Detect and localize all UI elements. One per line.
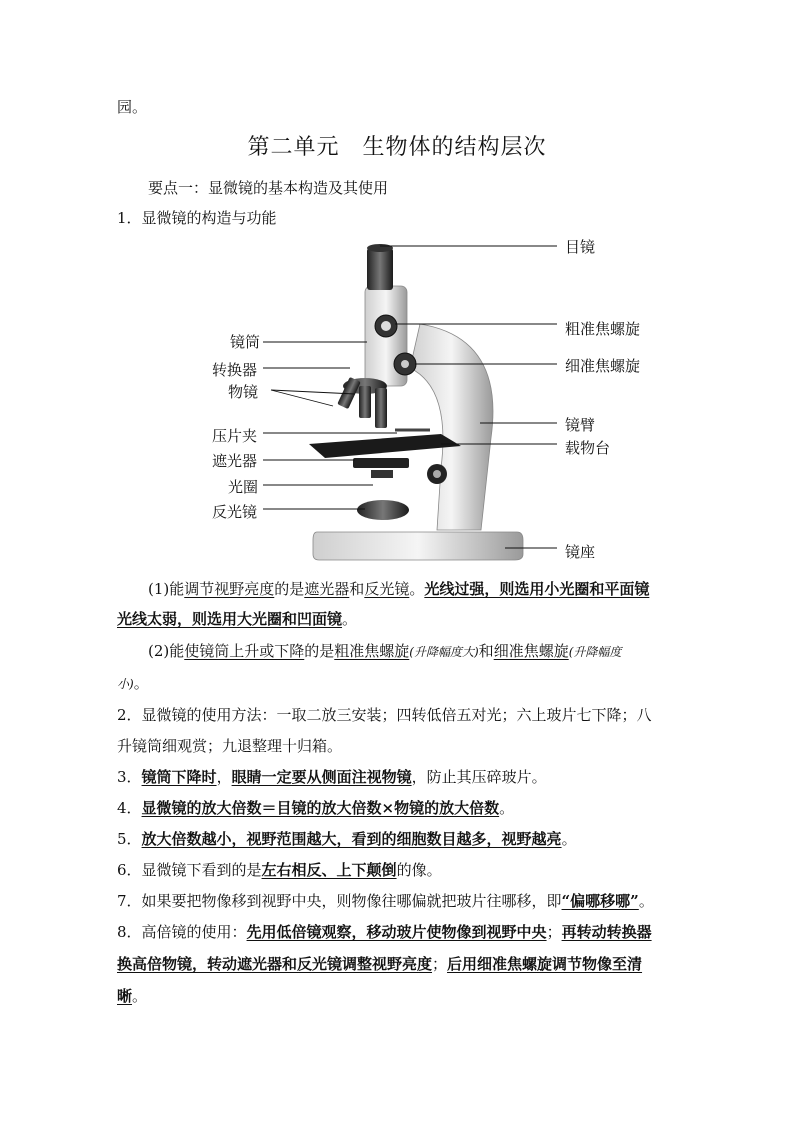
para-1-line-1: (1)能调节视野亮度的是遮光器和反光镜。光线过强，则选用小光圈和平面镜 xyxy=(148,580,650,598)
point-heading: 要点一：显微镜的基本构造及其使用 xyxy=(148,179,389,197)
eyepiece-shape xyxy=(367,248,393,290)
label-tube: 镜筒 xyxy=(230,333,261,351)
para-2-line-2: 小)。 xyxy=(117,674,149,692)
section-5: 5．放大倍数越小，视野范围越大，看到的细胞数目越多，视野越亮。 xyxy=(117,830,577,848)
section-6: 6．显微镜下看到的是左右相反、上下颠倒的像。 xyxy=(117,861,442,879)
section-1-heading: 1．显微镜的构造与功能 xyxy=(117,209,277,227)
label-nosepiece: 转换器 xyxy=(212,361,258,379)
section-2-line-1: 2．显微镜的使用方法：一取二放三安装；四转低倍五对光；六上玻片七下降；八 xyxy=(117,706,652,724)
label-arm: 镜臂 xyxy=(565,416,596,434)
section-2-line-2: 升镜筒细观赏；九退整理十归箱。 xyxy=(117,737,343,755)
aperture-shape xyxy=(371,470,393,478)
base-shape xyxy=(313,532,523,560)
label-diaphragm: 遮光器 xyxy=(212,452,258,470)
label-eyepiece: 目镜 xyxy=(565,238,596,256)
mirror-shape xyxy=(357,500,409,520)
para-1-line-2: 光线太弱，则选用大光圈和凹面镜。 xyxy=(117,610,358,628)
diaphragm-shape xyxy=(353,458,409,468)
label-objective: 物镜 xyxy=(228,383,259,401)
label-mirror: 反光镜 xyxy=(212,503,258,521)
section-8-line-2: 换高倍物镜，转动遮光器和反光镜调整视野亮度；后用细准焦螺旋调节物像至清 xyxy=(117,955,643,973)
label-coarse-adjustment: 粗准焦螺旋 xyxy=(565,320,641,338)
section-3: 3．镜筒下降时，眼睛一定要从侧面注视物镜，防止其压碎玻片。 xyxy=(117,768,547,786)
label-stage: 载物台 xyxy=(565,439,611,457)
section-7: 7．如果要把物像移到视野中央，则物像往哪偏就把玻片往哪移，即“偏哪移哪”。 xyxy=(117,892,654,910)
unit-title: 第二单元 生物体的结构层次 xyxy=(247,135,547,160)
label-base: 镜座 xyxy=(565,543,596,561)
section-4: 4．显微镜的放大倍数＝目镜的放大倍数×物镜的放大倍数。 xyxy=(117,799,515,817)
section-8-line-1: 8．高倍镜的使用：先用低倍镜观察，移动玻片使物像到视野中央；再转动转换器 xyxy=(117,923,652,941)
label-fine-adjustment: 细准焦螺旋 xyxy=(565,357,641,375)
para-2-line-1: (2)能使镜筒上升或下降的是粗准焦螺旋(升降幅度大)和细准焦螺旋(升降幅度 xyxy=(148,642,622,660)
stage-shape xyxy=(309,434,461,458)
arm-shape xyxy=(410,324,493,530)
label-clip: 压片夹 xyxy=(212,427,258,445)
microscope-diagram xyxy=(205,238,625,568)
previous-text-tail: 园。 xyxy=(117,98,148,116)
label-aperture: 光圈 xyxy=(228,478,259,496)
section-8-line-3: 晰。 xyxy=(117,987,148,1005)
